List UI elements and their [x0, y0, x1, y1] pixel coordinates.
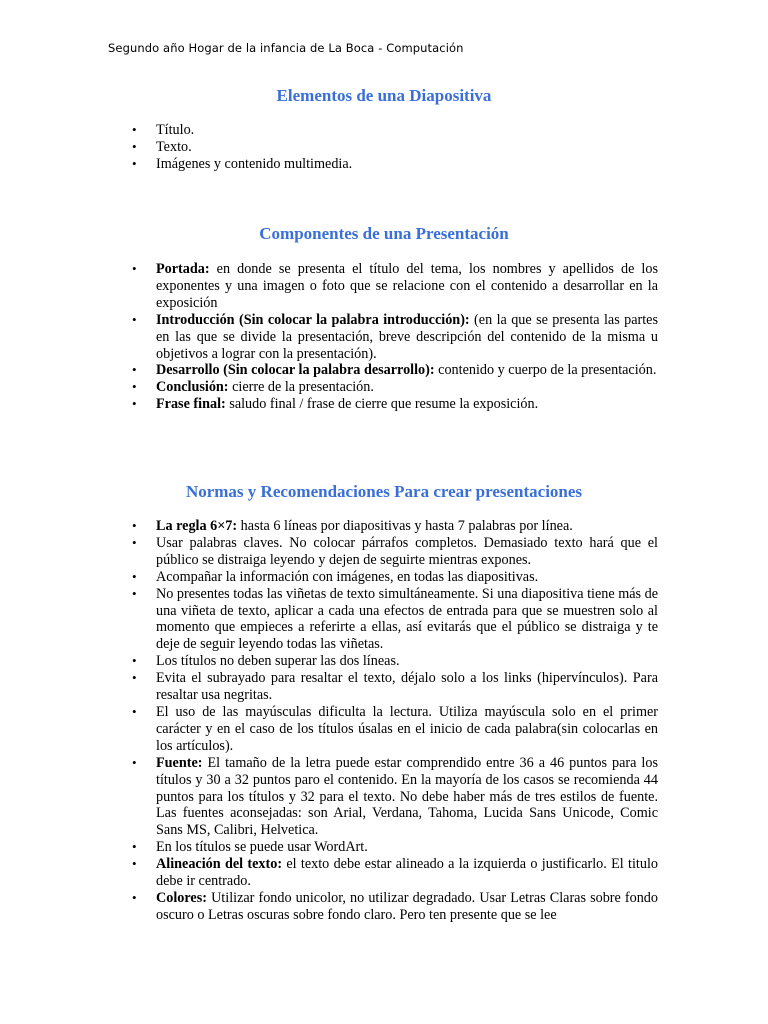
list-componentes	[156, 261, 658, 413]
list-normas	[156, 518, 658, 924]
list-item: • Evita el subrayado para resaltar el texto, déjalo solo a los links (hipervínculos). Para resaltar usa negritas.	[156, 670, 658, 704]
section-title-elementos: Elementos de una Diapositiva	[276, 86, 492, 105]
list-item: • Texto.	[156, 139, 658, 156]
list-item: • Usar palabras claves. No colocar párrafos completos. Demasiado texto hará que el público se distraiga leyendo y dejen de seguirte mientras expones.	[156, 535, 658, 569]
list-item: • Colores: Utilizar fondo unicolor, no utilizar degradado. Usar Letras Claras sobre fondo oscuro o Letras oscuras sobre fondo claro. Pero ten presente que se lee	[156, 890, 658, 924]
list-item: • Título.	[156, 122, 658, 139]
list-item: • Introducción (Sin colocar la palabra introducción): (en la que se presenta las partes en las que se divide la presentación, breve descripción del contenido de la misma u objetivos a lograr con la presentación).	[156, 312, 658, 363]
list-item: • Acompañar la información con imágenes, en todas las diapositivas.	[156, 569, 658, 586]
list-item: • Conclusión: cierre de la presentación.	[156, 379, 658, 396]
list-item: • Los títulos no deben superar las dos líneas.	[156, 653, 658, 670]
list-item: • Frase final: saludo final / frase de cierre que resume la exposición.	[156, 396, 658, 413]
list-item: • Desarrollo (Sin colocar la palabra desarrollo): contenido y cuerpo de la presentación.	[156, 362, 658, 379]
section-title-normas: Normas y Recomendaciones Para crear presentaciones	[185, 482, 583, 501]
list-item: • La regla 6×7: hasta 6 líneas por diapositivas y hasta 7 palabras por línea.	[156, 518, 658, 535]
list-elementos	[156, 122, 658, 173]
list-item: • Alineación del texto: el texto debe estar alineado a la izquierda o justificarlo. El titulo debe ir centrado.	[156, 856, 658, 890]
list-item: • El uso de las mayúsculas dificulta la lectura. Utiliza mayúscula solo en el primer carácter y en el caso de los títulos úsalas en el inicio de cada palabra(sin colocarlas en los artículos).	[156, 704, 658, 755]
list-item: • Portada: en donde se presenta el título del tema, los nombres y apellidos de los exponentes y una imagen o foto que se relacione con el contenido a desarrollar en la exposición	[156, 261, 658, 312]
page-header: Segundo año Hogar de la infancia de La Boca - Computación	[108, 41, 464, 55]
section-title-componentes: Componentes de una Presentación	[259, 224, 509, 243]
list-item: • No presentes todas las viñetas de texto simultáneamente. Si una diapositiva tiene más de una viñeta de texto, aplicar a cada una efectos de entrada para que se muestren solo al momento que empieces a referirte a ellas, así evitarás que el público se distraiga y te deje de seguir leyendo todas las viñetas.	[156, 586, 658, 654]
list-item: • En los títulos se puede usar WordArt.	[156, 839, 658, 856]
list-item: • Fuente: El tamaño de la letra puede estar comprendido entre 36 a 46 puntos para los títulos y 30 a 32 puntos paro el contenido. En la mayoría de los casos se recomienda 44 puntos para los títulos y 32 para el texto. No debe haber más de tres estilos de fuente. Las fuentes aconsejadas: son Arial, Verdana, Tahoma, Lucida Sans Unicode, Comic Sans MS, Calibri, Helvetica.	[156, 755, 658, 840]
list-item: • Imágenes y contenido multimedia.	[156, 156, 658, 173]
